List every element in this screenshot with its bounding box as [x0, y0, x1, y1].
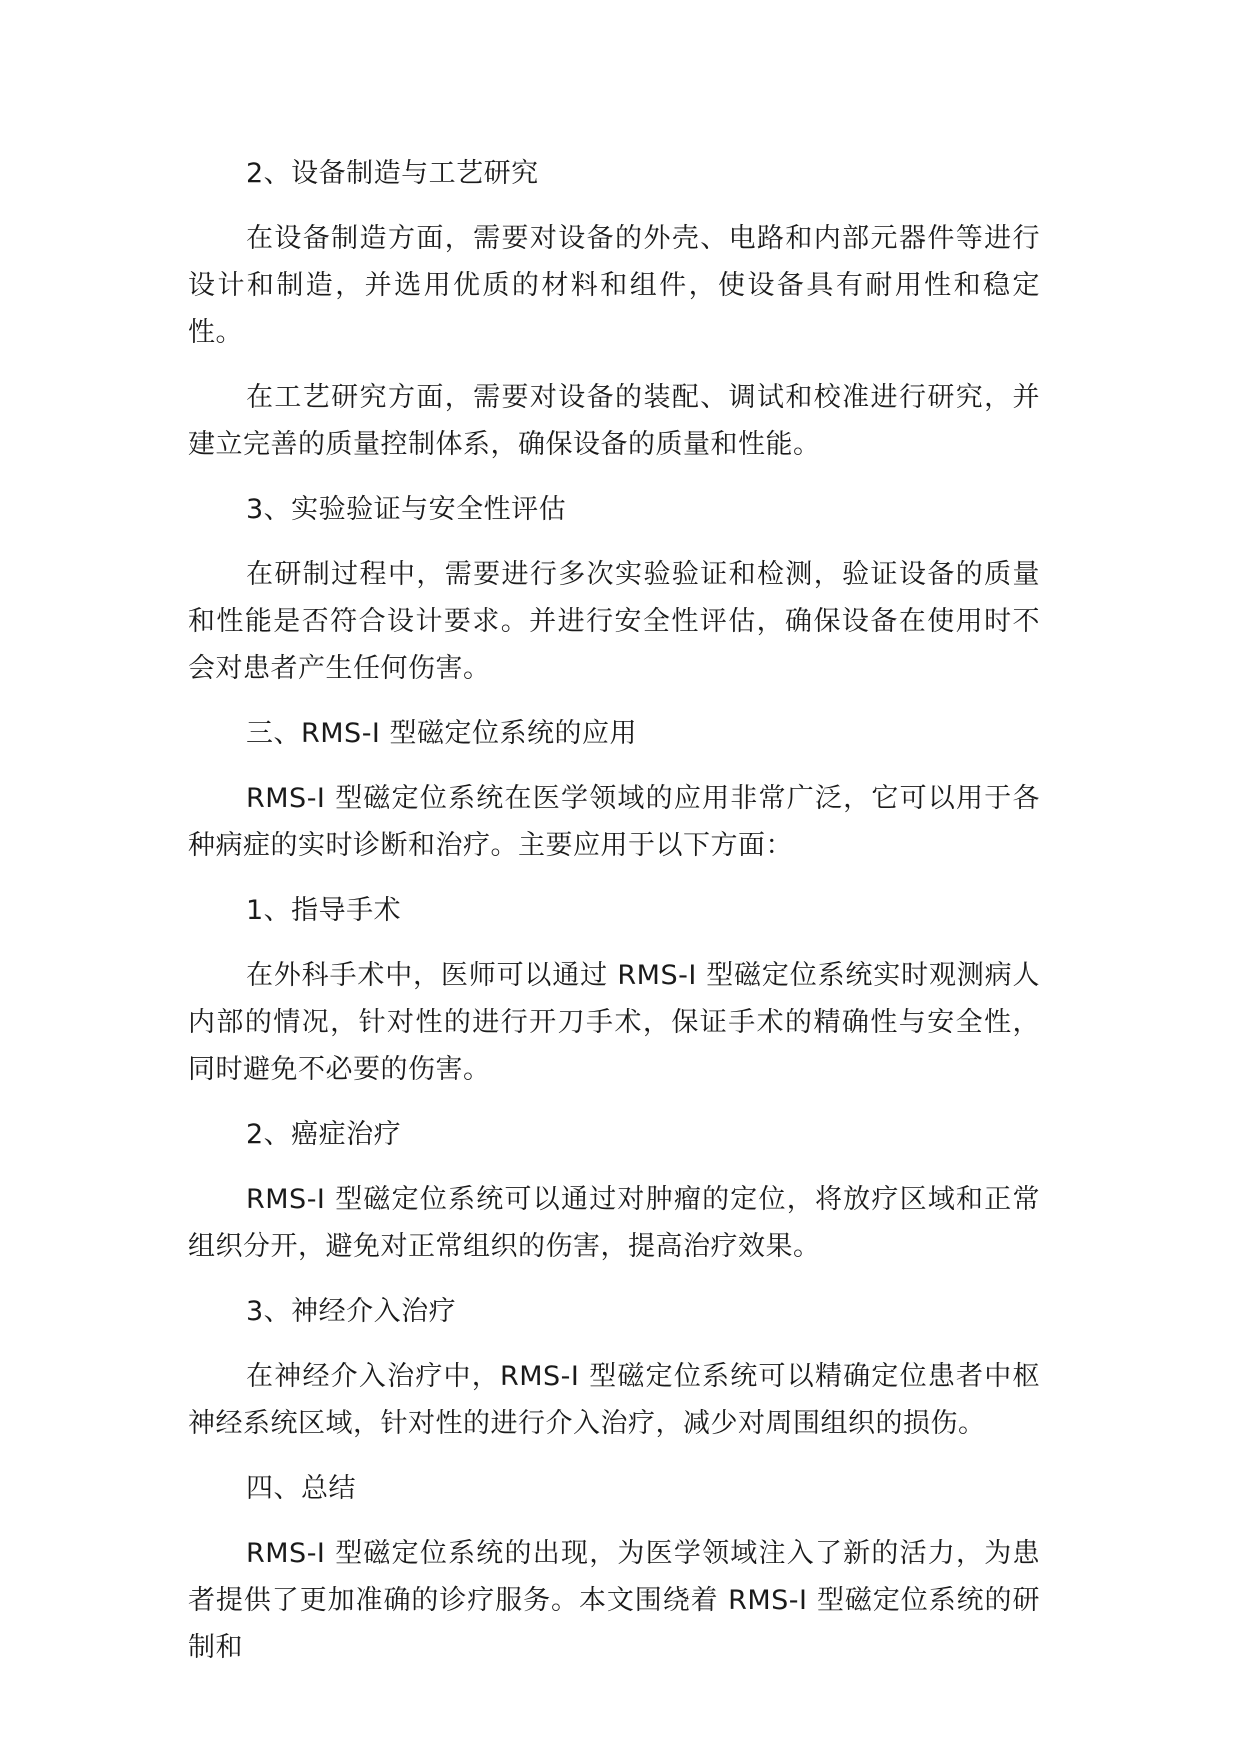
section-heading-surgery-guidance: 1、指导手术	[246, 895, 402, 926]
paragraph-validation: 在研制过程中，需要进行多次实验验证和检测，验证设备的质量和性能是否符合设计要求。并进行安全性评估，确保设备在使用时不会对患者产生任何伤害。	[188, 559, 1040, 684]
section-heading-validation-safety: 3、实验验证与安全性评估	[246, 494, 567, 525]
paragraph-process-research: 在工艺研究方面，需要对设备的装配、调试和校准进行研究，并建立完善的质量控制体系，确保设备的质量和性能。	[188, 382, 1040, 460]
section-heading-summary: 四、总结	[246, 1473, 356, 1504]
paragraph-neuro-intervention: 在神经介入治疗中，RMS-I 型磁定位系统可以精确定位患者中枢神经系统区域，针对性的进行介入治疗，减少对周围组织的损伤。	[188, 1361, 1040, 1439]
section-heading-applications: 三、RMS-I 型磁定位系统的应用	[246, 718, 637, 749]
paragraph-surgery-guidance: 在外科手术中，医师可以通过 RMS-I 型磁定位系统实时观测病人内部的情况，针对性的进行开刀手术，保证手术的精确性与安全性，同时避免不必要的伤害。	[188, 960, 1040, 1085]
paragraph-cancer-treatment: RMS-I 型磁定位系统可以通过对肿瘤的定位，将放疗区域和正常组织分开，避免对正常组织的伤害，提高治疗效果。	[188, 1184, 1040, 1262]
section-heading-neuro-intervention: 3、神经介入治疗	[246, 1296, 457, 1327]
paragraph-applications-intro: RMS-I 型磁定位系统在医学领域的应用非常广泛，它可以用于各种病症的实时诊断和治疗。主要应用于以下方面：	[188, 783, 1040, 861]
section-heading-equipment-manufacturing: 2、设备制造与工艺研究	[246, 158, 539, 189]
paragraph-summary: RMS-I 型磁定位系统的出现，为医学领域注入了新的活力，为患者提供了更加准确的诊疗服务。本文围绕着 RMS-I 型磁定位系统的研制和	[188, 1538, 1040, 1663]
paragraph-manufacturing: 在设备制造方面，需要对设备的外壳、电路和内部元器件等进行设计和制造，并选用优质的材料和组件，使设备具有耐用性和稳定性。	[188, 223, 1040, 348]
document-body	[188, 150, 1040, 1689]
section-heading-cancer-treatment: 2、癌症治疗	[246, 1119, 402, 1150]
